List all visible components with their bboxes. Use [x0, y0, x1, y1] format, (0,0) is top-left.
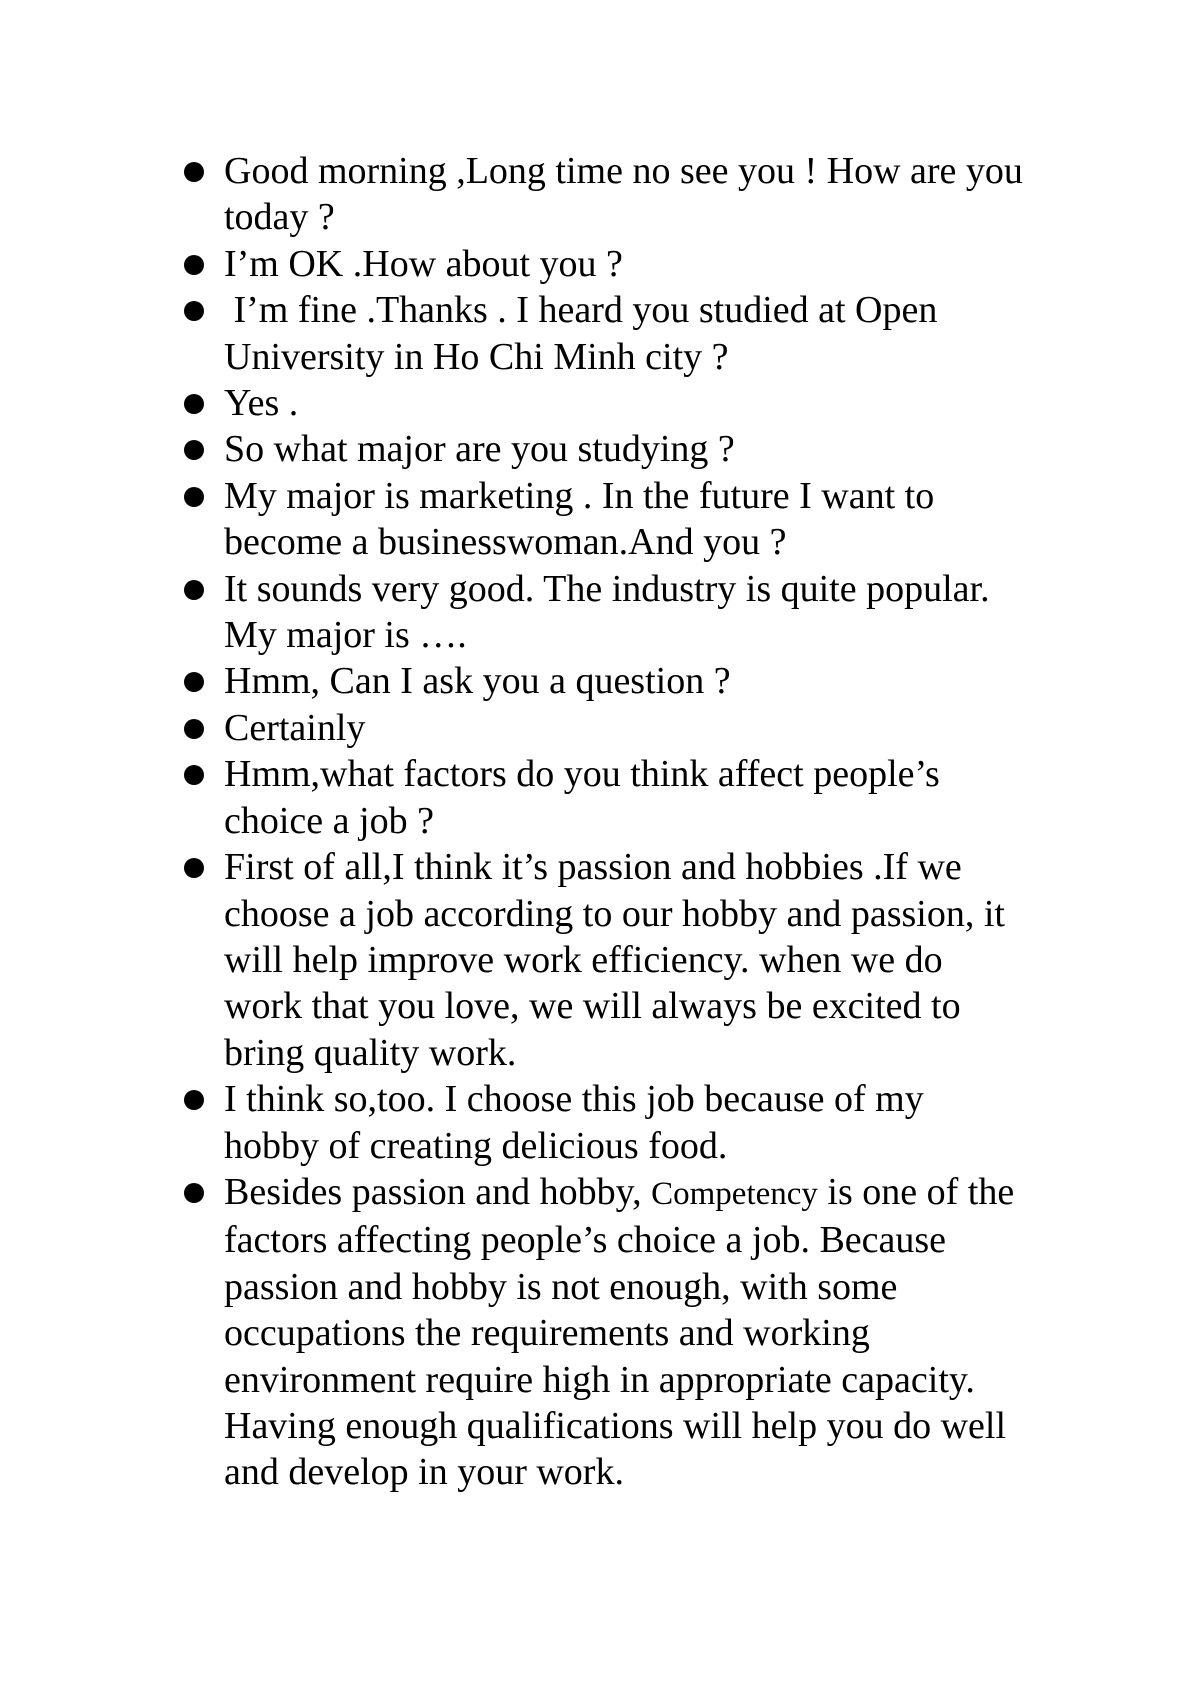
- dialogue-text: It sounds very good. The industry is quite popular. My major is ….: [224, 567, 990, 657]
- dialogue-text: Good morning ,Long time no see you ! How are you today ?: [224, 150, 1023, 239]
- bullet-icon: [184, 487, 204, 507]
- dialogue-line-12: [184, 1076, 1024, 1169]
- dialogue-text: Hmm, Can I ask you a question ?: [224, 660, 731, 703]
- dialogue-text: First of all,I think it’s passion and hobbies .If we choose a job according to our hobby and passion, it will help improve work efficiency. when we do work that you love, we will always be excited to bring quality work.: [224, 846, 1005, 1074]
- bullet-icon: [184, 858, 204, 878]
- dialogue-text-small: Competency: [651, 1175, 818, 1212]
- dialogue-line-11: [184, 844, 1024, 1076]
- dialogue-line-10: [184, 751, 1024, 844]
- dialogue-list: [184, 148, 1024, 1496]
- bullet-icon: [184, 580, 204, 600]
- bullet-icon: [184, 255, 204, 275]
- dialogue-text-part-1: Besides passion and hobby,: [224, 1170, 652, 1213]
- dialogue-line-6: [184, 473, 1024, 566]
- bullet-icon: [184, 765, 204, 785]
- bullet-icon: [184, 394, 204, 414]
- dialogue-line-13: [184, 1169, 1024, 1496]
- bullet-icon: [184, 719, 204, 739]
- dialogue-text: I’m fine .Thanks . I heard you studied at Open University in Ho Chi Minh city ?: [224, 289, 947, 378]
- dialogue-text-part-2: is one of the factors affecting people’s choice a job. Because passion and hobby is not enough, with some occupations the requirements and working environment require high in appropriate capacity. Having enough qualifications will help you do well and develop in your work.: [224, 1170, 1024, 1494]
- dialogue-line-5: [184, 426, 1024, 472]
- bullet-icon: [184, 301, 204, 321]
- dialogue-line-9: [184, 705, 1024, 751]
- dialogue-text: Hmm,what factors do you think affect people’s choice a job ?: [224, 753, 940, 842]
- bullet-icon: [184, 162, 204, 182]
- dialogue-text: Yes .: [224, 382, 299, 425]
- dialogue-line-7: [184, 566, 1024, 659]
- bullet-icon: [184, 672, 204, 692]
- dialogue-line-4: [184, 380, 1024, 426]
- dialogue-text: Certainly: [224, 706, 366, 749]
- dialogue-text: My major is marketing . In the future I want to become a businesswoman.And you ?: [224, 474, 935, 564]
- dialogue-text: I think so,too. I choose this job because of my hobby of creating delicious food.: [224, 1078, 924, 1167]
- dialogue-text: So what major are you studying ?: [224, 428, 735, 471]
- bullet-icon: [184, 1090, 204, 1110]
- bullet-icon: [184, 1183, 204, 1203]
- bullet-icon: [184, 440, 204, 460]
- dialogue-line-3: [184, 287, 1024, 380]
- dialogue-line-2: [184, 241, 1024, 287]
- dialogue-line-8: [184, 658, 1024, 704]
- dialogue-line-1: [184, 148, 1024, 241]
- dialogue-text: I’m OK .How about you ?: [224, 242, 623, 285]
